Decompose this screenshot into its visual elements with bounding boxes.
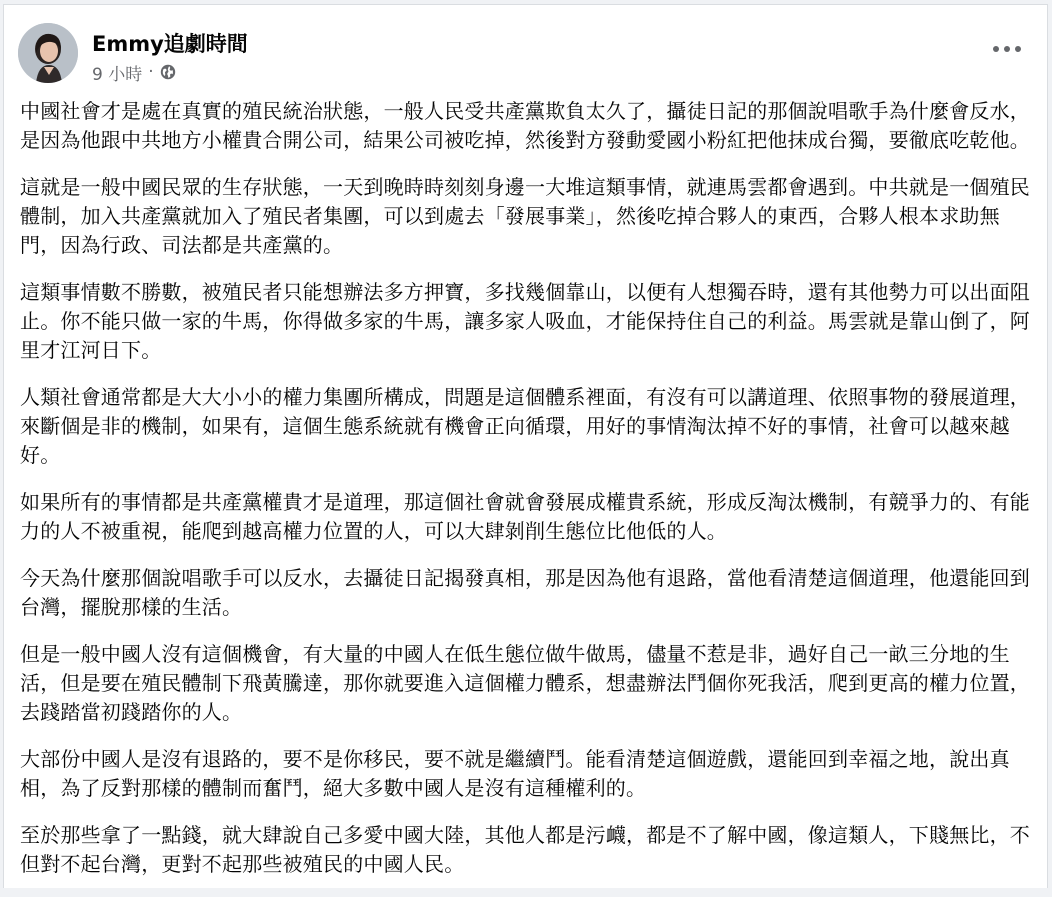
post-paragraph: 這就是一般中國民眾的生存狀態，一天到晚時時刻刻身邊一大堆這類事情，就連馬雲都會遇到。中共就是一個殖民體制，加入共產黨就加入了殖民者集團，可以到處去「發展事業」，然後吃掉合夥人的東西，合夥人根本求助無門，因為行政、司法都是共產黨的。 [20,175,1030,257]
post-paragraph: 但是一般中國人沒有這個機會，有大量的中國人在低生態位做牛做馬，儘量不惹是非，過好自己一畝三分地的生活，但是要在殖民體制下飛黃騰達，那你就要進入這個權力體系，想盡辦法鬥個你死我活，爬到更高的權力位置，去踐踏當初踐踏你的人。 [20,642,1030,724]
more-horizontal-icon [992,45,1022,53]
more-options-button[interactable] [989,39,1025,59]
post-paragraph: 這類事情數不勝數，被殖民者只能想辦法多方押寶，多找幾個靠山，以便有人想獨吞時，還有其他勢力可以出面阻止。你不能只做一家的牛馬，你得做多家的牛馬，讓多家人吸血，才能保持住自己的利益。馬雲就是靠山倒了，阿里才江河日下。 [20,280,1030,362]
globe-icon[interactable] [160,64,176,80]
post-body [20,97,1036,897]
post-paragraph: 至於那些拿了一點錢，就大肆說自己多愛中國大陸，其他人都是污衊，都是不了解中國，像這類人，下賤無比，不但對不起台灣，更對不起那些被殖民的中國人民。 [20,823,1030,876]
author-name[interactable]: Emmy追劇時間 [92,32,248,56]
post-paragraph: 今天為什麼那個說唱歌手可以反水，去攝徒日記揭發真相，那是因為他有退路，當他看清楚這個道理，他還能回到台灣，擺脫那樣的生活。 [20,566,1030,619]
author-avatar[interactable] [18,23,78,83]
post-paragraph: 如果所有的事情都是共產黨權貴才是道理，那這個社會就會發展成權貴系統，形成反淘汰機制，有競爭力的、有能力的人不被重視，能爬到越高權力位置的人，可以大肆剝削生態位比他低的人。 [20,490,1030,543]
post-card [3,4,1048,888]
avatar-image [18,23,78,83]
post-timestamp[interactable]: 9 小時 [92,64,143,85]
post-header [4,5,1047,95]
post-paragraph: 中國社會才是處在真實的殖民統治狀態，一般人民受共產黨欺負太久了，攝徒日記的那個說唱歌手為什麼會反水，是因為他跟中共地方小權貴合開公司，結果公司被吃掉，然後對方發動愛國小粉紅把他抹成台獨，要徹底吃乾他。 [20,99,1030,152]
post-paragraph: 大部份中國人是沒有退路的，要不是你移民，要不就是繼續鬥。能看清楚這個遊戲，還能回到幸福之地，說出真相，為了反對那樣的體制而奮鬥，絕大多數中國人是沒有這種權利的。 [20,747,1010,800]
post-meta [92,61,176,83]
meta-separator: · [148,62,154,82]
post-paragraph: 人類社會通常都是大大小小的權力集團所構成，問題是這個體系裡面，有沒有可以講道理、依照事物的發展道理，來斷個是非的機制，如果有，這個生態系統就有機會正向循環，用好的事情淘汰掉不好的事情，社會可以越來越好。 [20,385,1030,467]
